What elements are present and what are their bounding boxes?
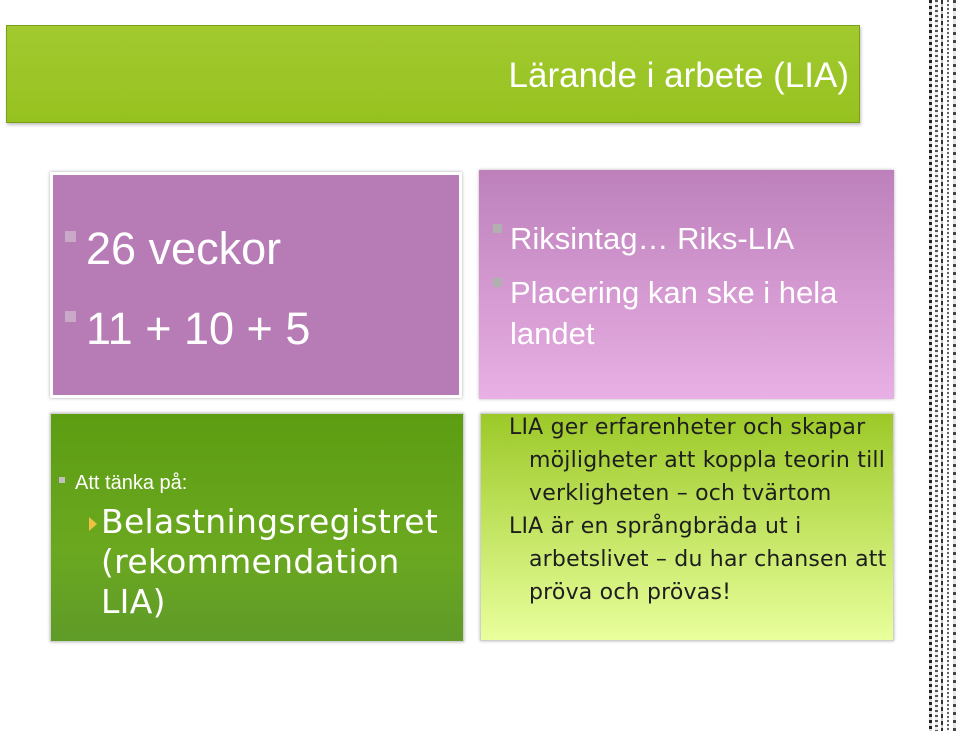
paragraph-1 — [509, 411, 909, 510]
experience-text — [509, 411, 909, 609]
placement-text: Placering kan ske i hela — [510, 275, 838, 310]
consider-heading — [59, 472, 187, 495]
paragraph-2 — [509, 510, 909, 609]
p1-line1: LIA ger erfarenheter och skapar — [509, 415, 866, 440]
box-experience — [480, 413, 894, 641]
edge-stripe — [953, 0, 956, 731]
title-bar — [6, 25, 860, 123]
bullet-square-icon — [65, 231, 76, 242]
edge-stripe — [947, 0, 949, 731]
intake-line — [493, 218, 888, 259]
slide-title: Lärande i arbete (LIA) — [508, 56, 849, 95]
register-line: Belastningsregistret — [101, 502, 439, 541]
bullet-square-icon — [59, 477, 65, 483]
weeks-split-text: 11 + 10 + 5 — [86, 303, 311, 354]
right-edge-decoration — [927, 0, 959, 731]
edge-stripe — [935, 0, 938, 731]
intake-text: Riksintag… Riks-LIA — [510, 221, 795, 256]
recommendation-line: (rekommendation LIA) — [101, 542, 400, 621]
register-text-block — [101, 502, 463, 622]
p2-line3: pröva och prövas! — [529, 580, 732, 605]
p2-line2: arbetslivet – du har chansen att — [529, 547, 887, 572]
edge-stripe — [929, 0, 932, 731]
bullet-square-icon — [493, 224, 502, 233]
weeks-text: 26 veckor — [86, 223, 282, 274]
edge-stripe — [941, 0, 943, 731]
bullet-square-icon — [65, 311, 76, 322]
box-intake — [479, 170, 894, 399]
placement-line — [493, 272, 888, 354]
p1-line2: möjligheter att koppla teorin till — [529, 448, 886, 473]
arrow-bullet-icon — [89, 517, 97, 531]
bullet-square-icon — [493, 278, 502, 287]
p1-line3: verkligheten – och tvärtom — [529, 481, 832, 506]
placement-text-cont: landet — [510, 316, 595, 351]
consider-heading-text: Att tänka på: — [75, 472, 188, 494]
weeks-split-line — [65, 303, 310, 355]
p2-line1: LIA är en språngbräda ut i — [509, 514, 802, 539]
box-weeks — [50, 172, 462, 398]
weeks-line — [65, 223, 281, 275]
box-consider — [50, 413, 464, 642]
